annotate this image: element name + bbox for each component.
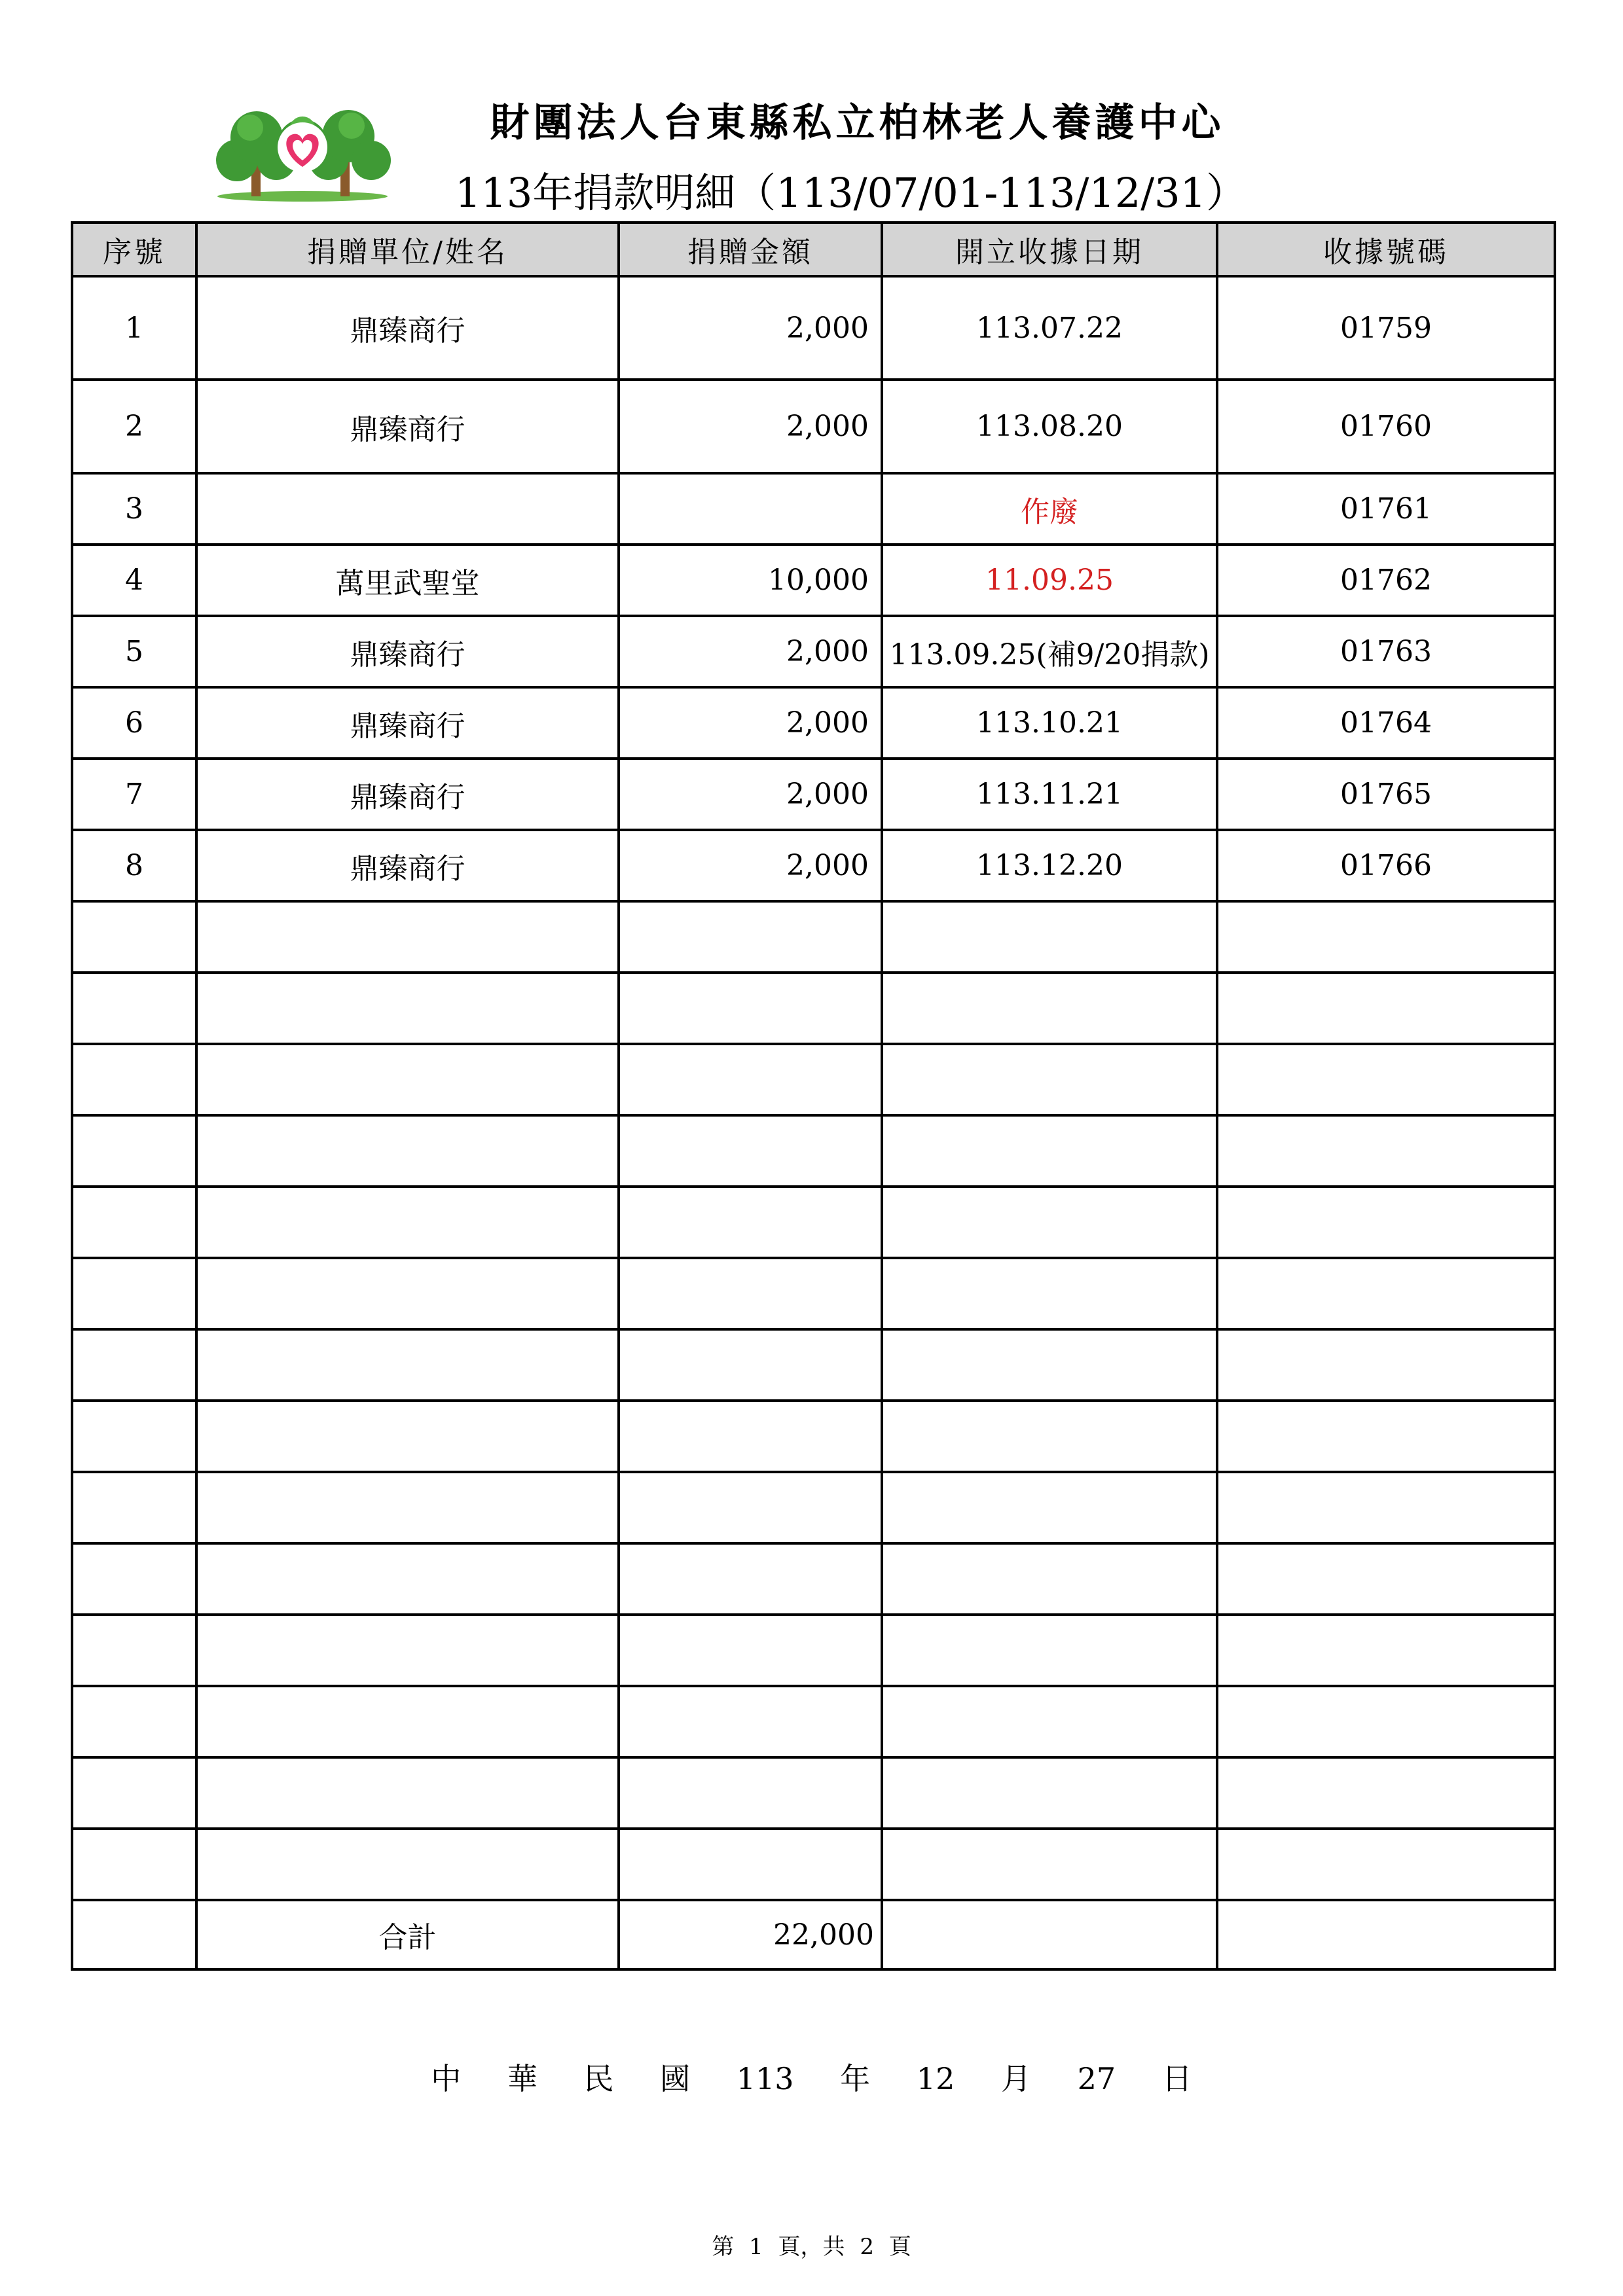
column-header-donor: 捐贈單位/姓名 xyxy=(196,223,619,276)
cell-donor: 鼎臻商行 xyxy=(196,380,619,473)
cell-receipt: 01766 xyxy=(1217,830,1555,901)
table-row-empty xyxy=(72,1044,1555,1115)
table-row-empty xyxy=(72,1258,1555,1329)
cell-amount: 2,000 xyxy=(619,830,882,901)
page-footer xyxy=(0,2229,1623,2261)
page-subtitle: 113年捐款明細（113/07/01-113/12/31） xyxy=(454,169,1247,217)
cell-donor: 鼎臻商行 xyxy=(196,830,619,901)
cell-donor: 鼎臻商行 xyxy=(196,616,619,687)
total-label: 合計 xyxy=(196,1900,619,1969)
table-row-empty xyxy=(72,1686,1555,1757)
footer-total-pages: 2 xyxy=(860,2234,874,2260)
cell-no: 7 xyxy=(72,759,196,830)
cell-date: 113.07.22 xyxy=(882,276,1217,380)
cell-receipt: 01761 xyxy=(1217,473,1555,545)
cell-amount xyxy=(619,473,882,545)
page-title: 財團法人台東縣私立柏林老人養護中心 xyxy=(490,100,1225,146)
cell-amount: 2,000 xyxy=(619,616,882,687)
footer-text: 頁 xyxy=(888,2234,911,2260)
table-row-empty xyxy=(72,1472,1555,1543)
table-row-empty xyxy=(72,1115,1555,1187)
cell-donor: 萬里武聖堂 xyxy=(196,545,619,616)
table-row-empty xyxy=(72,1187,1555,1258)
cell-receipt: 01762 xyxy=(1217,545,1555,616)
cell-no: 6 xyxy=(72,687,196,759)
date-part: 中 xyxy=(431,2061,462,2096)
donation-table xyxy=(71,221,1556,1971)
table-total-row xyxy=(72,1900,1555,1969)
cell-donor: 鼎臻商行 xyxy=(196,276,619,380)
cell-no: 3 xyxy=(72,473,196,545)
date-part: 月 xyxy=(1000,2061,1031,2096)
table-header-row xyxy=(72,223,1555,276)
table-row xyxy=(72,687,1555,759)
cell-donor xyxy=(196,473,619,545)
cell-amount: 2,000 xyxy=(619,276,882,380)
cell-date-void: 作廢 xyxy=(882,473,1217,545)
column-header-no: 序號 xyxy=(72,223,196,276)
cell-receipt: 01765 xyxy=(1217,759,1555,830)
date-part: 華 xyxy=(507,2061,538,2096)
cell-date-error: 11.09.25 xyxy=(882,545,1217,616)
issue-date xyxy=(0,2055,1623,2098)
cell-receipt: 01764 xyxy=(1217,687,1555,759)
column-header-amount: 捐贈金額 xyxy=(619,223,882,276)
cell-date: 113.09.25(補9/20捐款) xyxy=(882,616,1217,687)
table-row xyxy=(72,380,1555,473)
date-year: 113 xyxy=(736,2061,794,2096)
date-day: 27 xyxy=(1077,2061,1116,2096)
column-header-receipt: 收據號碼 xyxy=(1217,223,1555,276)
table-row xyxy=(72,759,1555,830)
cell-amount: 2,000 xyxy=(619,759,882,830)
cell-amount: 10,000 xyxy=(619,545,882,616)
table-row-empty xyxy=(72,901,1555,973)
cell-amount: 2,000 xyxy=(619,380,882,473)
cell-no: 4 xyxy=(72,545,196,616)
table-row-empty xyxy=(72,1401,1555,1472)
footer-text: 第 xyxy=(712,2234,735,2260)
date-part: 民 xyxy=(583,2061,614,2096)
date-part: 年 xyxy=(840,2061,871,2096)
cell-date: 113.11.21 xyxy=(882,759,1217,830)
cell-donor: 鼎臻商行 xyxy=(196,687,619,759)
footer-text: 頁，共 xyxy=(778,2234,845,2260)
table-row-empty xyxy=(72,1757,1555,1829)
table-row-empty xyxy=(72,973,1555,1044)
column-header-date: 開立收據日期 xyxy=(882,223,1217,276)
date-month: 12 xyxy=(916,2061,955,2096)
cell-donor: 鼎臻商行 xyxy=(196,759,619,830)
date-part: 日 xyxy=(1161,2061,1192,2096)
cell-date: 113.08.20 xyxy=(882,380,1217,473)
table-row xyxy=(72,276,1555,380)
table-row-empty xyxy=(72,1829,1555,1900)
table-row xyxy=(72,616,1555,687)
table-row xyxy=(72,473,1555,545)
cell-no: 1 xyxy=(72,276,196,380)
table-row xyxy=(72,830,1555,901)
date-part: 國 xyxy=(660,2061,691,2096)
cell-no: 5 xyxy=(72,616,196,687)
cell-date: 113.12.20 xyxy=(882,830,1217,901)
cell-no: 2 xyxy=(72,380,196,473)
footer-page-number: 1 xyxy=(749,2234,763,2260)
table-row-empty xyxy=(72,1615,1555,1686)
cell-receipt: 01760 xyxy=(1217,380,1555,473)
cell-receipt: 01763 xyxy=(1217,616,1555,687)
cell-amount: 2,000 xyxy=(619,687,882,759)
table-row-empty xyxy=(72,1329,1555,1401)
cell-no: 8 xyxy=(72,830,196,901)
total-amount: 22,000 xyxy=(619,1900,882,1969)
table-row-empty xyxy=(72,1543,1555,1615)
cell-receipt: 01759 xyxy=(1217,276,1555,380)
table-row xyxy=(72,545,1555,616)
cell-date: 113.10.21 xyxy=(882,687,1217,759)
